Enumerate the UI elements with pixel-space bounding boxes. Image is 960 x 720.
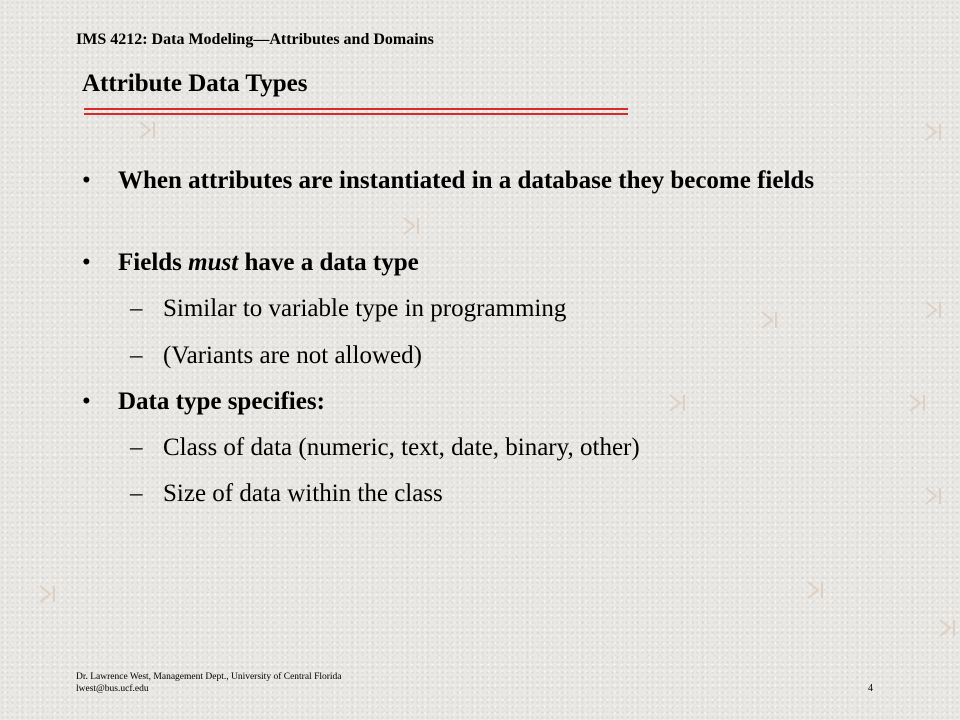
course-header: IMS 4212: Data Modeling—Attributes and Domains bbox=[76, 31, 434, 48]
bullet-text: When attributes are instantiated in a database they become fields bbox=[118, 167, 815, 194]
page-number: 4 bbox=[868, 683, 873, 694]
author-email: lwest@bus.ucf.edu bbox=[76, 684, 149, 694]
bullet-item bbox=[82, 385, 878, 418]
sub-bullet-item bbox=[130, 292, 567, 325]
bullet-text: have a data type bbox=[238, 249, 419, 276]
sub-bullet-text: Class of data (numeric, text, date, binary, other) bbox=[163, 434, 640, 461]
bullet-text: Fields bbox=[118, 249, 189, 276]
sub-bullet-item bbox=[130, 339, 422, 372]
bullet-item bbox=[82, 164, 878, 197]
sub-bullet-item bbox=[130, 477, 443, 510]
bullet-emphasis: must bbox=[188, 249, 239, 276]
dash-marker: – bbox=[130, 480, 143, 507]
author-line: Dr. Lawrence West, Management Dept., University of Central Florida bbox=[76, 672, 342, 682]
bullet-marker: • bbox=[82, 249, 91, 276]
slide-title: Attribute Data Types bbox=[82, 70, 308, 97]
bullet-text: Data type specifies: bbox=[118, 388, 325, 415]
sub-bullet-item bbox=[130, 431, 640, 464]
footer-credit bbox=[76, 671, 476, 695]
dash-marker: – bbox=[130, 434, 143, 461]
sub-bullet-text: Size of data within the class bbox=[163, 480, 443, 507]
sub-bullet-text: Similar to variable type in programming bbox=[163, 295, 567, 322]
bullet-item bbox=[82, 246, 878, 279]
bullet-marker: • bbox=[82, 167, 91, 194]
dash-marker: – bbox=[130, 295, 143, 322]
sub-bullet-text: (Variants are not allowed) bbox=[163, 342, 422, 369]
dash-marker: – bbox=[130, 342, 143, 369]
bullet-marker: • bbox=[82, 388, 91, 415]
